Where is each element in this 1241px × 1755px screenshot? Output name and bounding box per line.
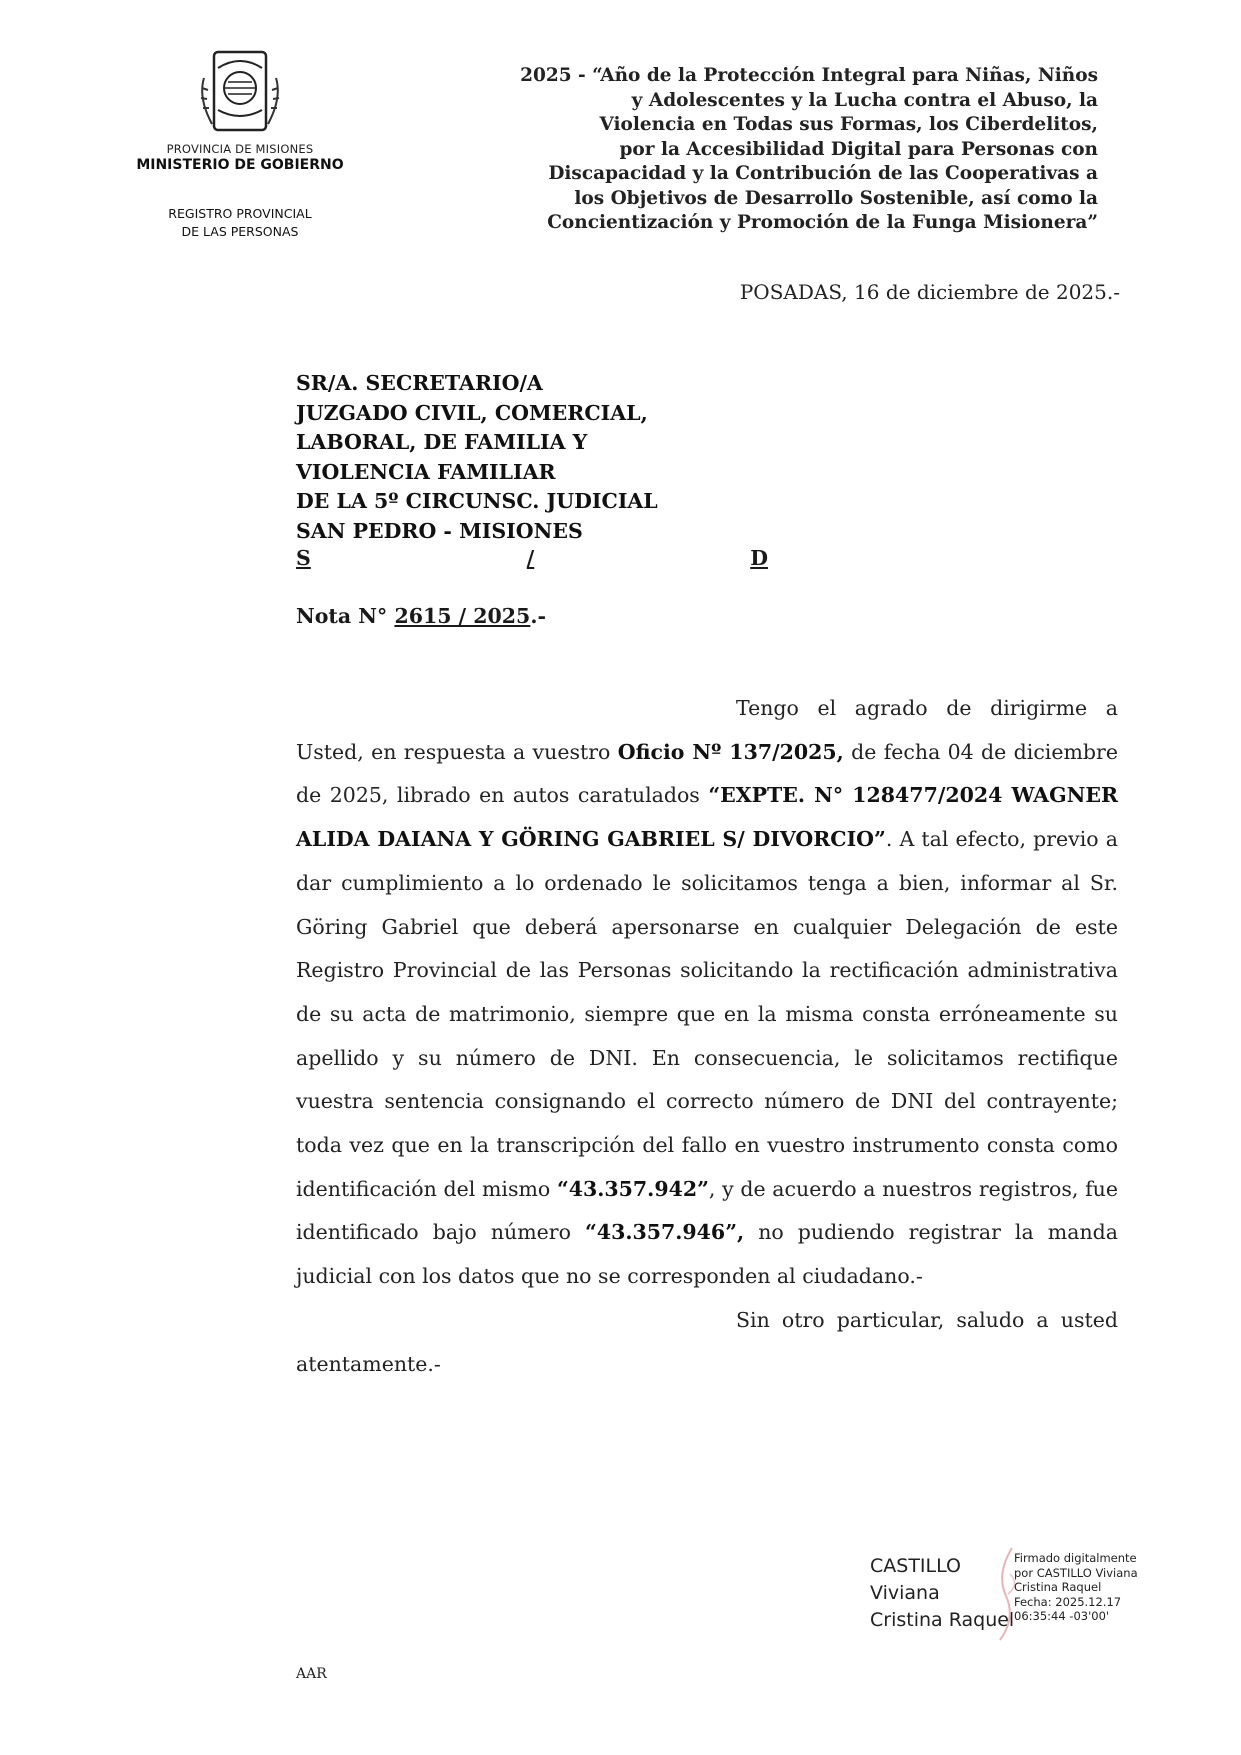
stamp-line: Firmado digitalmente <box>1014 1551 1137 1565</box>
note-number <box>296 604 546 628</box>
note-label: Nota N° <box>296 604 388 628</box>
motto-line: los Objetivos de Desarrollo Sostenible, así como la <box>574 187 1098 209</box>
addressee-line: DE LA 5º CIRCUNSC. JUDICIAL <box>296 489 658 513</box>
sd-s: S <box>296 546 311 570</box>
stamp-line: Fecha: 2025.12.17 <box>1014 1594 1122 1609</box>
registry-line-1: REGISTRO PROVINCIAL <box>168 206 312 221</box>
motto-line: Violencia en Todas sus Formas, los Ciberdelitos, <box>599 114 1098 135</box>
registry-line-2: DE LAS PERSONAS <box>181 224 299 239</box>
body-text: , y de acuerdo a nuestros registros, fue identificado bajo número <box>296 1176 1118 1245</box>
motto-line: Discapacidad y la Contribución de las Cooperativas a <box>548 163 1098 184</box>
addressee-line: VIOLENCIA FAMILIAR <box>296 459 556 484</box>
addressee-line: SAN PEDRO - MISIONES <box>296 518 583 543</box>
digital-signature-stamp <box>1014 1551 1138 1624</box>
dni-wrong: “43.357.942” <box>556 1176 709 1201</box>
signer-name-line: Viviana <box>870 1582 940 1604</box>
addressee-line: LABORAL, DE FAMILIA Y <box>296 430 588 454</box>
case-title: “EXPTE. N° 128477/2024 WAGNER ALIDA DAIANA Y GÖRING GABRIEL S/ DIVORCIO” <box>296 783 1118 852</box>
oficio-reference: Oficio Nº 137/2025, <box>617 739 844 764</box>
motto-line: Concientización y Promoción de la Funga Misionera” <box>547 212 1098 233</box>
typist-initials: AAR <box>296 1666 327 1682</box>
body-paragraph-2: Sin otro particular, saludo a usted atentamente.- <box>296 1307 1118 1376</box>
addressee-line: SR/A. SECRETARIO/A <box>296 371 543 395</box>
stamp-line: por CASTILLO Viviana <box>1014 1565 1138 1580</box>
registry-name <box>120 205 360 241</box>
sd-slash: / <box>526 546 535 570</box>
addressee-line: JUZGADO CIVIL, COMERCIAL, <box>296 400 648 425</box>
body-text: de fecha 04 de diciembre de 2025, librado en autos caratulados <box>296 739 1118 808</box>
sd-line <box>296 546 768 570</box>
ministry-logo <box>120 48 360 173</box>
signer-name-line: CASTILLO <box>870 1555 961 1577</box>
signer-name-line: Cristina Raquel <box>870 1609 1015 1631</box>
logo-ministry-text: MINISTERIO DE GOBIERNO <box>136 157 344 173</box>
stamp-line: Cristina Raquel <box>1014 1580 1102 1594</box>
addressee-block <box>296 369 856 546</box>
body-text: . A tal efecto, previo a dar cumplimiento a lo ordenado le solicitamos tenga a bien, informar al Sr. Göring Gabriel que deberá apersonarse en cualquier Delegación de este Registro Provincial de las Personas solicitando la rectificación administrativa de su acta de matrimonio, siempre que en la misma consta erróneamente su apellido y su número de DNI. En consecuencia, le solicitamos rectifique vuestra sentencia consignando el correcto número de DNI del contrayente; toda vez que en la transcripción del fallo en vuestro instrumento consta como identificación del mismo <box>296 827 1118 1201</box>
body-paragraph-1 <box>296 687 1118 1299</box>
sd-d: D <box>750 546 768 570</box>
document-date: POSADAS, 16 de diciembre de 2025.- <box>739 280 1120 304</box>
year-motto <box>440 64 1098 236</box>
province-seal-icon <box>194 48 286 136</box>
stamp-line: 06:35:44 -03'00' <box>1014 1609 1110 1623</box>
motto-line: y Adolescentes y la Lucha contra el Abuso, la <box>631 89 1098 111</box>
note-number-value: 2615 / 2025 <box>394 604 531 628</box>
letter-body <box>296 687 1118 1386</box>
note-suffix: .- <box>530 604 546 628</box>
logo-province-text: PROVINCIA DE MISIONES <box>166 142 314 156</box>
body-text: Tengo el agrado de dirigirme a Usted, en respuesta a vuestro <box>296 696 1118 764</box>
dni-correct: “43.357.946”, <box>585 1220 745 1245</box>
motto-line: por la Accesibilidad Digital para Personas con <box>619 138 1098 160</box>
motto-line: 2025 - “Año de la Protección Integral para Niñas, Niños <box>520 65 1098 86</box>
body-text: no pudiendo registrar la manda judicial con los datos que no se corresponden al ciudadano.- <box>296 1220 1118 1289</box>
